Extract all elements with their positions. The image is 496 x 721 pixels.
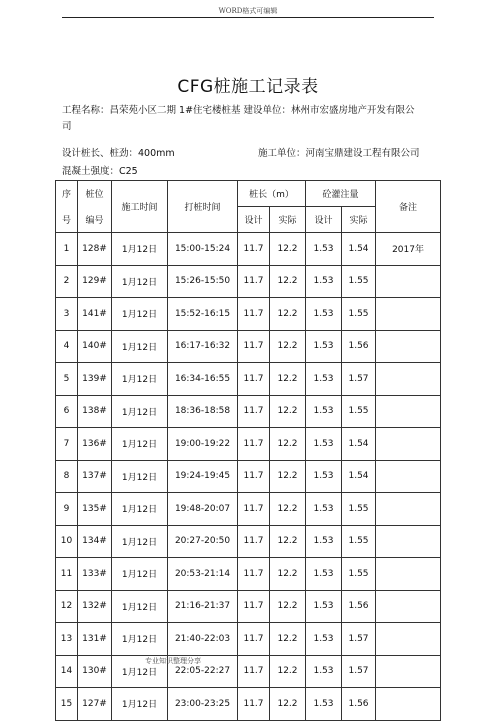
header-pour-actual: 实际 <box>342 207 376 233</box>
cell-build-date: 1月12日 <box>112 688 168 721</box>
cell-seq: 5 <box>56 363 78 396</box>
cell-pour-design: 1.53 <box>306 233 342 266</box>
table-row <box>56 558 441 591</box>
cell-length-actual: 12.2 <box>270 460 306 493</box>
cell-length-design: 11.7 <box>238 330 270 363</box>
cell-pour-actual: 1.55 <box>342 493 376 526</box>
cell-pour-actual: 1.54 <box>342 233 376 266</box>
header-pile-top: 桩位 <box>78 181 112 207</box>
cell-length-design: 11.7 <box>238 493 270 526</box>
cell-length-design: 11.7 <box>238 558 270 591</box>
document-title: CFG桩施工记录表 <box>177 77 319 97</box>
cell-seq: 15 <box>56 688 78 721</box>
header-build-time: 施工时间 <box>112 181 168 233</box>
cell-pour-actual: 1.57 <box>342 623 376 656</box>
cell-pour-actual: 1.55 <box>342 558 376 591</box>
cell-seq: 9 <box>56 493 78 526</box>
cell-length-design: 11.7 <box>238 395 270 428</box>
cell-build-date: 1月12日 <box>112 558 168 591</box>
cell-length-design: 11.7 <box>238 265 270 298</box>
header-pour-design: 设计 <box>306 207 342 233</box>
cell-build-date: 1月12日 <box>112 298 168 331</box>
cell-pour-design: 1.53 <box>306 525 342 558</box>
cell-build-date: 1月12日 <box>112 265 168 298</box>
cell-pile-number: 132# <box>78 590 112 623</box>
cell-drive-time: 20:53-21:14 <box>168 558 238 591</box>
table-row <box>56 460 441 493</box>
cell-pour-design: 1.53 <box>306 558 342 591</box>
cell-drive-time: 21:16-21:37 <box>168 590 238 623</box>
cell-seq: 6 <box>56 395 78 428</box>
cell-remark <box>376 363 441 396</box>
cell-length-actual: 12.2 <box>270 363 306 396</box>
cell-build-date: 1月12日 <box>112 590 168 623</box>
cell-pour-design: 1.53 <box>306 265 342 298</box>
cell-length-actual: 12.2 <box>270 265 306 298</box>
cell-build-date: 1月12日 <box>112 460 168 493</box>
cell-build-date: 1月12日 <box>112 233 168 266</box>
cell-remark <box>376 558 441 591</box>
cell-length-actual: 12.2 <box>270 623 306 656</box>
header-remarks: 备注 <box>376 181 441 233</box>
project-info-line-2: 司 <box>62 121 72 132</box>
cell-pile-number: 136# <box>78 428 112 461</box>
cell-build-date: 1月12日 <box>112 493 168 526</box>
cell-remark <box>376 688 441 721</box>
cell-drive-time: 15:52-16:15 <box>168 298 238 331</box>
cell-length-design: 11.7 <box>238 428 270 461</box>
cell-remark <box>376 460 441 493</box>
page-footer-note: 专业知识整理分享 <box>145 657 201 665</box>
cell-length-actual: 12.2 <box>270 428 306 461</box>
cell-length-actual: 12.2 <box>270 233 306 266</box>
cell-length-design: 11.7 <box>238 233 270 266</box>
cell-drive-time: 23:00-23:25 <box>168 688 238 721</box>
cell-remark <box>376 493 441 526</box>
cell-length-design: 11.7 <box>238 623 270 656</box>
cell-remark: 2017年 <box>376 233 441 266</box>
cell-pour-actual: 1.55 <box>342 298 376 331</box>
cell-drive-time: 21:40-22:03 <box>168 623 238 656</box>
cell-seq: 14 <box>56 655 78 688</box>
cell-length-design: 11.7 <box>238 590 270 623</box>
cell-seq: 4 <box>56 330 78 363</box>
table-row <box>56 688 441 721</box>
header-concrete-pour: 砼灌注量 <box>306 181 376 207</box>
cell-remark <box>376 525 441 558</box>
concrete-strength: 混凝土强度：C25 <box>62 166 138 177</box>
table-row <box>56 525 441 558</box>
cell-length-actual: 12.2 <box>270 298 306 331</box>
cell-pour-design: 1.53 <box>306 688 342 721</box>
design-pile-length: 设计桩长、桩劲：400mm <box>62 148 175 159</box>
header-drive-time: 打桩时间 <box>168 181 238 233</box>
cell-length-design: 11.7 <box>238 298 270 331</box>
table-row <box>56 428 441 461</box>
cell-pile-number: 130# <box>78 655 112 688</box>
cell-drive-time: 19:48-20:07 <box>168 493 238 526</box>
cell-pile-number: 135# <box>78 493 112 526</box>
header-rule <box>62 17 434 18</box>
table-row <box>56 265 441 298</box>
cell-pour-design: 1.53 <box>306 363 342 396</box>
cell-pile-number: 129# <box>78 265 112 298</box>
table-row <box>56 395 441 428</box>
cell-remark <box>376 623 441 656</box>
cell-pour-actual: 1.57 <box>342 363 376 396</box>
cell-pile-number: 139# <box>78 363 112 396</box>
cell-drive-time: 19:00-19:22 <box>168 428 238 461</box>
cell-pour-design: 1.53 <box>306 395 342 428</box>
table-row <box>56 493 441 526</box>
cell-pour-design: 1.53 <box>306 330 342 363</box>
cell-seq: 8 <box>56 460 78 493</box>
cell-pour-actual: 1.55 <box>342 525 376 558</box>
cell-pour-actual: 1.54 <box>342 428 376 461</box>
construction-unit: 施工单位：河南宝鼎建设工程有限公司 <box>258 148 420 159</box>
cell-pour-design: 1.53 <box>306 493 342 526</box>
cell-build-date: 1月12日 <box>112 363 168 396</box>
cell-pour-actual: 1.57 <box>342 655 376 688</box>
project-info-line-1: 工程名称：昌荣苑小区二期 1#住宅楼桩基 建设单位：林州市宏盛房地产开发有限公 <box>62 105 415 116</box>
cell-length-design: 11.7 <box>238 460 270 493</box>
header-pile-bottom: 编号 <box>78 207 112 233</box>
cell-drive-time: 16:17-16:32 <box>168 330 238 363</box>
cell-pile-number: 141# <box>78 298 112 331</box>
cell-length-actual: 12.2 <box>270 330 306 363</box>
cell-pour-actual: 1.56 <box>342 330 376 363</box>
cell-build-date: 1月12日 <box>112 395 168 428</box>
header-pile-length: 桩长（m） <box>238 181 306 207</box>
cell-drive-time: 19:24-19:45 <box>168 460 238 493</box>
cell-build-date: 1月12日 <box>112 655 168 688</box>
cell-seq: 11 <box>56 558 78 591</box>
cell-remark <box>376 428 441 461</box>
cell-pour-actual: 1.54 <box>342 460 376 493</box>
cell-pour-design: 1.53 <box>306 655 342 688</box>
header-length-design: 设计 <box>238 207 270 233</box>
cell-remark <box>376 655 441 688</box>
cell-seq: 12 <box>56 590 78 623</box>
cell-length-actual: 12.2 <box>270 395 306 428</box>
table-row <box>56 233 441 266</box>
cell-drive-time: 18:36-18:58 <box>168 395 238 428</box>
table-row <box>56 623 441 656</box>
cell-pile-number: 131# <box>78 623 112 656</box>
cell-pour-design: 1.53 <box>306 460 342 493</box>
cell-remark <box>376 298 441 331</box>
cell-seq: 3 <box>56 298 78 331</box>
cell-drive-time: 20:27-20:50 <box>168 525 238 558</box>
cell-pour-design: 1.53 <box>306 623 342 656</box>
cell-length-actual: 12.2 <box>270 525 306 558</box>
cell-pile-number: 133# <box>78 558 112 591</box>
cell-pile-number: 138# <box>78 395 112 428</box>
cell-seq: 10 <box>56 525 78 558</box>
cell-pour-design: 1.53 <box>306 428 342 461</box>
table-header-row-1 <box>56 181 441 207</box>
cell-length-actual: 12.2 <box>270 688 306 721</box>
cell-seq: 1 <box>56 233 78 266</box>
table-row <box>56 590 441 623</box>
cell-pour-actual: 1.55 <box>342 265 376 298</box>
cell-remark <box>376 265 441 298</box>
cell-pile-number: 140# <box>78 330 112 363</box>
cell-length-actual: 12.2 <box>270 655 306 688</box>
cell-pile-number: 127# <box>78 688 112 721</box>
cell-length-actual: 12.2 <box>270 590 306 623</box>
cell-build-date: 1月12日 <box>112 330 168 363</box>
cell-build-date: 1月12日 <box>112 623 168 656</box>
cell-pour-actual: 1.56 <box>342 590 376 623</box>
cell-pour-design: 1.53 <box>306 590 342 623</box>
cell-pile-number: 137# <box>78 460 112 493</box>
cell-remark <box>376 330 441 363</box>
cell-length-actual: 12.2 <box>270 558 306 591</box>
cell-pile-number: 128# <box>78 233 112 266</box>
cell-build-date: 1月12日 <box>112 428 168 461</box>
cell-build-date: 1月12日 <box>112 525 168 558</box>
cell-remark <box>376 590 441 623</box>
page-header-note: WORD格式可编辑 <box>218 7 278 15</box>
cell-length-design: 11.7 <box>238 525 270 558</box>
cell-drive-time: 15:00-15:24 <box>168 233 238 266</box>
header-seq-top: 序 <box>56 181 78 207</box>
cell-drive-time: 16:34-16:55 <box>168 363 238 396</box>
header-length-actual: 实际 <box>270 207 306 233</box>
cell-pour-actual: 1.55 <box>342 395 376 428</box>
table-row <box>56 330 441 363</box>
table-row <box>56 298 441 331</box>
cell-remark <box>376 395 441 428</box>
cell-seq: 13 <box>56 623 78 656</box>
cell-pile-number: 134# <box>78 525 112 558</box>
pile-record-table <box>55 180 441 721</box>
table-row <box>56 655 441 688</box>
cell-drive-time: 15:26-15:50 <box>168 265 238 298</box>
cell-pour-actual: 1.56 <box>342 688 376 721</box>
cell-pour-design: 1.53 <box>306 298 342 331</box>
header-seq-bottom: 号 <box>56 207 78 233</box>
cell-seq: 7 <box>56 428 78 461</box>
table-row <box>56 363 441 396</box>
cell-length-design: 11.7 <box>238 688 270 721</box>
cell-length-design: 11.7 <box>238 655 270 688</box>
cell-length-actual: 12.2 <box>270 493 306 526</box>
cell-drive-time: 22:05-22:27 <box>168 655 238 688</box>
cell-seq: 2 <box>56 265 78 298</box>
cell-length-design: 11.7 <box>238 363 270 396</box>
